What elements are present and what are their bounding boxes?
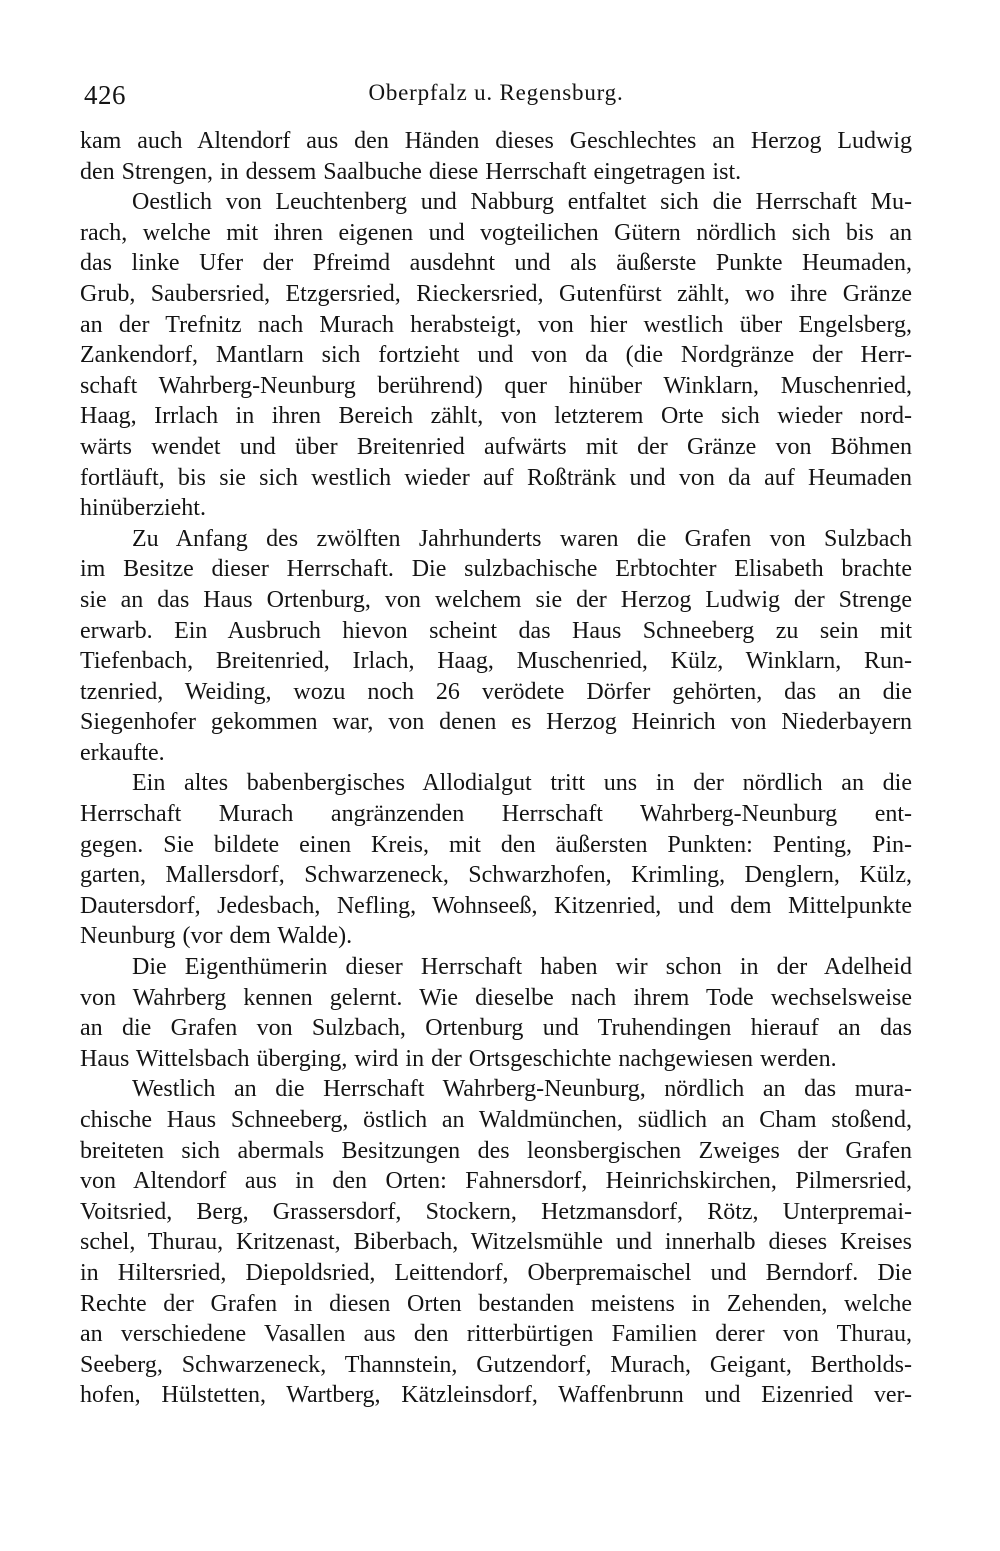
text-line: fortläuft, bis sie sich westlich wieder auf Roßtränk und von da auf Heumaden (80, 464, 912, 491)
text-line: Tiefenbach, Breitenried, Irlach, Haag, Muschenried, Külz, Winklarn, Run- (80, 648, 912, 675)
text-line: gegen. Sie bildete einen Kreis, mit den äußersten Punkten: Penting, Pin- (80, 831, 912, 858)
text-line: Haus Wittelsbach überging, wird in der Ortsgeschichte nachgewiesen werden. (80, 1045, 837, 1072)
text-line: von Wahrberg kennen gelernt. Wie dieselbe nach ihrem Tode wechselsweise (80, 984, 912, 1011)
text-line: Voitsried, Berg, Grassersdorf, Stockern, Hetzmansdorf, Rötz, Unterpremai- (80, 1198, 912, 1225)
text-line: schaft Wahrberg-Neunburg berührend) quer hinüber Winklarn, Muschenried, (80, 372, 912, 399)
text-line: in Hiltersried, Diepoldsried, Leittendorf, Oberpremaischel und Berndorf. Die (80, 1259, 912, 1286)
text-line: rach, welche mit ihren eigenen und vogteilichen Gütern nördlich sich bis an (80, 219, 912, 246)
text-line: Seeberg, Schwarzeneck, Thannstein, Gutzendorf, Murach, Geigant, Bertholds- (80, 1351, 912, 1378)
page-number: 426 (84, 80, 126, 110)
running-title: Oberpfalz u. Regensburg. (368, 80, 624, 105)
text-line: kam auch Altendorf aus den Händen dieses Geschlechtes an Herzog Ludwig (80, 128, 912, 154)
text-line: das linke Ufer der Pfreimd ausdehnt und als äußerste Punkte Heumaden, (80, 250, 912, 277)
text-line: schel, Thurau, Kritzenast, Biberbach, Witzelsmühle und innerhalb dieses Kreises (80, 1229, 912, 1256)
text-line: Haag, Irrlach in ihren Bereich zählt, von letzterem Orte sich wieder nord- (80, 403, 912, 430)
text-line: breiteten sich abermals Besitzungen des leonsbergischen Zweiges der Grafen (80, 1137, 912, 1164)
text-line: Westlich an die Herrschaft Wahrberg-Neunburg, nördlich an das mura- (132, 1076, 912, 1103)
text-line: Siegenhofer gekommen war, von denen es Herzog Heinrich von Niederbayern (80, 709, 912, 736)
text-line: wärts wendet und über Breitenried aufwärts mit der Gränze von Böhmen (80, 433, 912, 460)
text-line: den Strengen, in dessem Saalbuche diese Herrschaft eingetragen ist. (80, 158, 742, 185)
text-line: im Besitze dieser Herrschaft. Die sulzbachische Erbtochter Elisabeth brachte (80, 556, 912, 583)
text-line: Oestlich von Leuchtenberg und Nabburg entfaltet sich die Herrschaft Mu- (132, 189, 912, 216)
text-line: sie an das Haus Ortenburg, von welchem sie der Herzog Ludwig der Strenge (80, 586, 912, 613)
page-header (80, 80, 912, 120)
text-line: Zankendorf, Mantlarn sich fortzieht und von da (die Nordgränze der Herr- (80, 342, 912, 369)
text-line: tzenried, Weiding, wozu noch 26 verödete Dörfer gehörten, das an die (80, 678, 912, 705)
text-line: Dautersdorf, Jedesbach, Nefling, Wohnseeß, Kitzenried, und dem Mittelpunkte (80, 892, 912, 919)
text-line: Ein altes babenbergisches Allodialgut tritt uns in der nördlich an die (132, 770, 912, 797)
text-line: an verschiedene Vasallen aus den ritterbürtigen Familien derer von Thurau, (80, 1321, 912, 1348)
text-line: chische Haus Schneeberg, östlich an Waldmünchen, südlich an Cham stoßend, (80, 1107, 912, 1133)
text-line: Herrschaft Murach angränzenden Herrschaft Wahrberg-Neunburg ent- (80, 801, 912, 828)
text-line: an die Grafen von Sulzbach, Ortenburg und Truhendingen hierauf an das (80, 1015, 912, 1042)
text-line: Die Eigenthümerin dieser Herrschaft haben wir schon in der Adelheid (132, 954, 912, 981)
text-line: von Altendorf aus in den Orten: Fahnersdorf, Heinrichskirchen, Pilmersried, (80, 1168, 912, 1195)
text-line: Neunburg (vor dem Walde). (80, 923, 353, 950)
body-text (80, 126, 912, 1411)
text-line: garten, Mallersdorf, Schwarzeneck, Schwarzhofen, Krimling, Denglern, Külz, (80, 862, 912, 889)
text-line: hinüberzieht. (80, 495, 206, 522)
text-line: hofen, Hülstetten, Wartberg, Kätzleinsdorf, Waffenbrunn und Eizenried ver- (80, 1382, 912, 1409)
text-line: erkaufte. (80, 739, 165, 766)
text-line: an der Trefnitz nach Murach herabsteigt, von hier westlich über Engelsberg, (80, 311, 912, 338)
text-line: Zu Anfang des zwölften Jahrhunderts waren die Grafen von Sulzbach (132, 525, 912, 552)
text-line: erwarb. Ein Ausbruch hievon scheint das Haus Schneeberg zu sein mit (80, 617, 912, 644)
text-line: Rechte der Grafen in diesen Orten bestanden meistens in Zehenden, welche (80, 1290, 912, 1317)
book-page (80, 80, 912, 1470)
text-line: Grub, Saubersried, Etzgersried, Rieckersried, Gutenfürst zählt, wo ihre Gränze (80, 280, 912, 307)
